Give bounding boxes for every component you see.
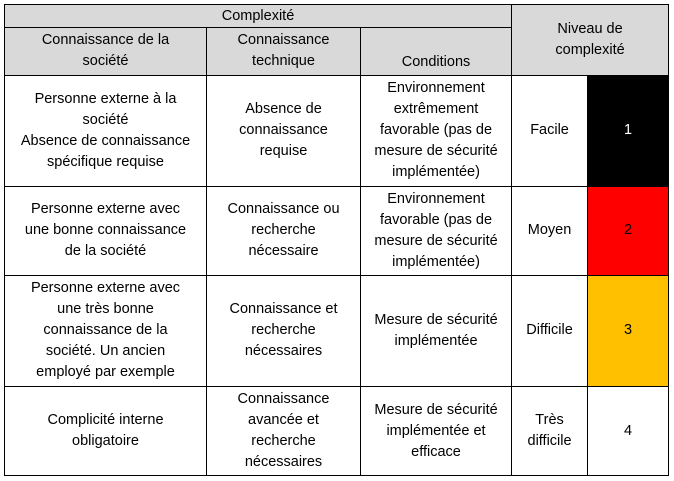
cell-conditions: Environnement extrêmement favorable (pas de mesure de sécurité implémentée) (361, 75, 512, 186)
cell-connaissance-technique: Absence de connaissance requise (207, 75, 361, 186)
table-row (5, 75, 669, 186)
cell-niveau-label: Difficile (512, 275, 588, 386)
cell-niveau-label: Moyen (512, 186, 588, 275)
header-connaissance-societe: Connaissance de la société (5, 28, 207, 76)
table-row (5, 275, 669, 386)
cell-connaissance-technique: Connaissance et recherche nécessaires (207, 275, 361, 386)
cell-niveau-label: Très difficile (512, 387, 588, 476)
cell-niveau-value: 1 (588, 75, 669, 186)
cell-connaissance-technique: Connaissance avancée et recherche nécessaires (207, 387, 361, 476)
cell-connaissance-societe: Personne externe avec une très bonne connaissance de la société. Un ancien employé par exemple (5, 275, 207, 386)
cell-connaissance-societe: Personne externe à la société Absence de connaissance spécifique requise (5, 75, 207, 186)
cell-conditions: Environnement favorable (pas de mesure de sécurité implémentée) (361, 186, 512, 275)
table-row (5, 387, 669, 476)
cell-niveau-value: 3 (588, 275, 669, 386)
cell-connaissance-technique: Connaissance ou recherche nécessaire (207, 186, 361, 275)
cell-niveau-label: Facile (512, 75, 588, 186)
cell-connaissance-societe: Personne externe avec une bonne connaissance de la société (5, 186, 207, 275)
header-niveau-complexite: Niveau de complexité (512, 5, 669, 76)
table-row (5, 186, 669, 275)
complexity-table (4, 4, 669, 476)
cell-niveau-value: 2 (588, 186, 669, 275)
cell-niveau-value: 4 (588, 387, 669, 476)
header-complexite: Complexité (5, 5, 512, 28)
cell-conditions: Mesure de sécurité implémentée et efficace (361, 387, 512, 476)
cell-connaissance-societe: Complicité interne obligatoire (5, 387, 207, 476)
header-connaissance-technique: Connaissance technique (207, 28, 361, 76)
cell-conditions: Mesure de sécurité implémentée (361, 275, 512, 386)
header-conditions: Conditions (361, 28, 512, 76)
